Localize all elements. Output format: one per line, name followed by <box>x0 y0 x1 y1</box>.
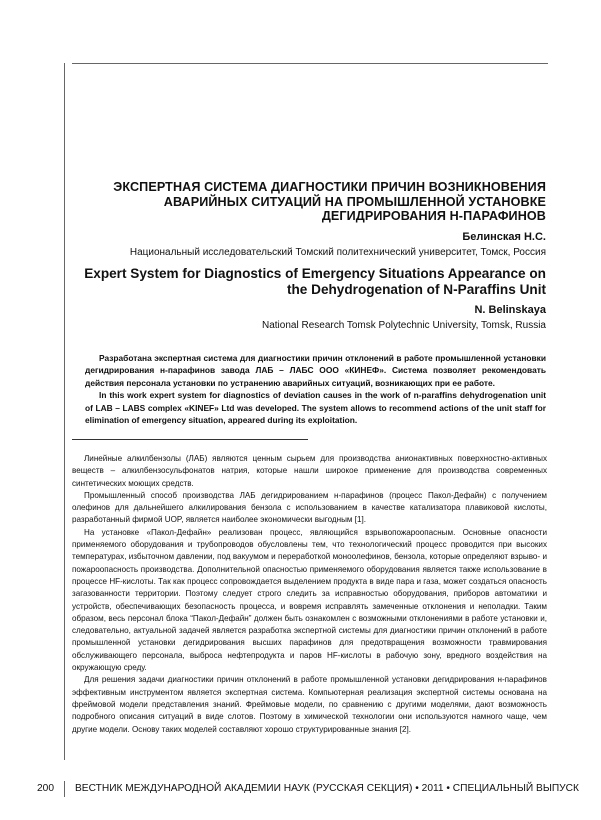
affiliation-en: National Research Tomsk Polytechnic University, Tomsk, Russia <box>262 320 546 331</box>
page-footer <box>0 783 601 799</box>
abstract-ru: Разработана экспертная система для диагностики причин отклонений в работе промышленной установки дегидрирования н-парафинов завода ЛАБ – ЛАБС ООО «КИНЕФ». Система позволяет рекомендовать действия персонала установки по устранению аварийных ситуаций, возникающих при ее работе. <box>85 353 546 388</box>
journal-name: ВЕСТНИК МЕЖДУНАРОДНОЙ АКАДЕМИИ НАУК (РУССКАЯ СЕКЦИЯ) • 2011 • СПЕЦИАЛЬНЫЙ ВЫПУСК <box>75 783 579 794</box>
title-ru <box>90 180 546 224</box>
title-en-line: the Dehydrogenation of N-Paraffins Unit <box>286 282 546 297</box>
abstract-en: In this work expert system for diagnostics of deviation causes in the work of n-paraffins dehydrogenation unit of LAB – LABS complex «KINEF» Ltd was developed. The system allows to recommend actions of the unit staff for elimination of emergency situation, appeared during its exploitation. <box>85 390 546 426</box>
title-ru-line: ЭКСПЕРТНАЯ СИСТЕМА ДИАГНОСТИКИ ПРИЧИН ВОЗНИКНОВЕНИЯ <box>113 180 546 194</box>
header-rule <box>72 63 548 64</box>
title-ru-line: АВАРИЙНЫХ СИТУАЦИЙ НА ПРОМЫШЛЕННОЙ УСТАНОВКЕ <box>163 194 546 209</box>
body-paragraph: Линейные алкилбензолы (ЛАБ) являются ценным сырьем для производства анионактивных поверхностно-активных веществ – алкилбензосульфонатов натрия, которые нашли широкое применение для производства современных синтетических моющих средств. <box>72 454 547 488</box>
title-en-line: Expert System for Diagnostics of Emergency Situations Appearance on <box>84 266 546 281</box>
abstract-separator <box>72 439 308 440</box>
footer-rule <box>64 781 65 797</box>
author-en: N. Belinskaya <box>474 304 546 316</box>
body-paragraph: Промышленный способ производства ЛАБ дегидрированием н-парафинов (процесс Пакол-Дефайн) с получением олефинов для дальнейшего алкилирования бензола с использованием в качестве катализатора плавиковой кислоты, разработанный фирмой UOP, является наиболее экономически выгодным [1]. <box>72 490 547 525</box>
title-ru-line: ДЕГИДРИРОВАНИЯ Н-ПАРАФИНОВ <box>321 209 546 223</box>
affiliation-ru: Национальный исследовательский Томский политехнический университет, Томск, Россия <box>129 247 546 258</box>
article-body <box>72 453 547 736</box>
margin-rule <box>64 63 65 760</box>
body-paragraph: Для решения задачи диагностики причин отклонений в работе промышленной установки дегидрирования н-парафинов эффективным инструментом является экспертная система. Компьютерная реализация экспертной системы основана на фреймовой модели представления знаний. Фреймовые модели, по сравнению с другими моделями, дают возможность подробного описания ситуаций в виде слотов. Поэтому в химической технологии они используются намного чаще, чем другие модели. Основу таких моделей составляют хорошо структурированные знания [2]. <box>72 675 547 734</box>
page-number: 200 <box>37 783 54 794</box>
author-ru: Белинская Н.С. <box>462 231 546 243</box>
body-paragraph: На установке «Пакол-Дефайн» реализован процесс, являющийся взрывопожароопасным. Основные опасности применяемого оборудования и трубопроводов обусловлены тем, что технологический процесс проводится при высоких температурах, избыточном давлении, под вакуумом и переработкой моноолефинов, бензола, которые определяют взрыво- и пожароопасность производства. Дополнительной опасностью применяемого оборудования является также использование в процессе HF-кислоты. Так как процесс сопровождается выделением продукта в виде пара и газа, может создаться опасность загазованности территории. Поэтому следует строго следить за исправностью оборудования, приборов автоматики и устройств, обеспечивающих безопасность процесса, и вовремя исправлять замеченные отклонения и неполадки. Таким образом, весь персонал блока “Пакол-Дефайн” должен быть ознакомлен с возможными отклонениями в работе установки и, следовательно, актуальной задачей является разработка экспертной системы для диагностики причин отклонений в работе промышленной установки дегидрирования высших парафинов для предотвращения возможности травмирования обслуживающего персонала, выброса нефтепродукта и паров HF-кислоты в рабочую зону, вредного воздействия на окружающую среду. <box>72 527 547 673</box>
abstract <box>85 352 546 426</box>
title-en <box>80 266 546 298</box>
